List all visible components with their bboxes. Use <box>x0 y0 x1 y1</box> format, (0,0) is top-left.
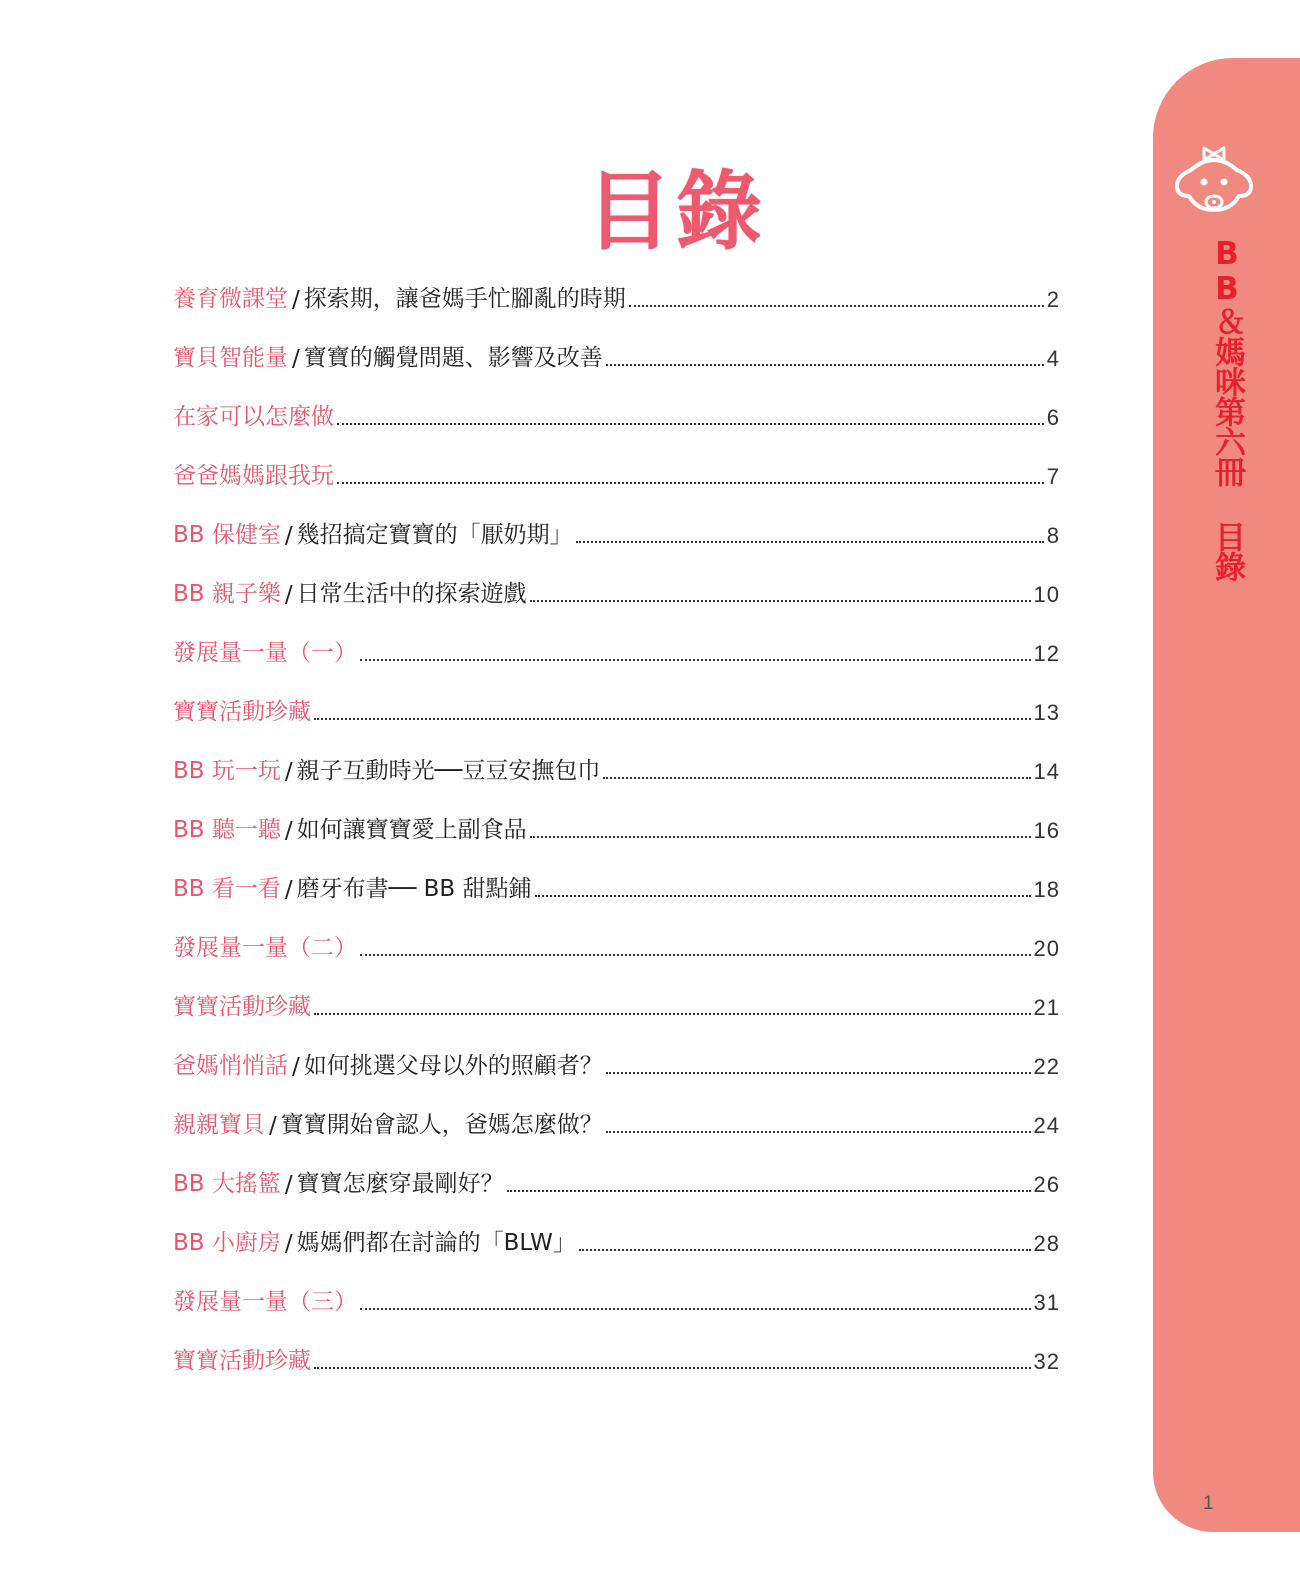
toc-entry[interactable] <box>173 608 1060 667</box>
toc-entry[interactable] <box>173 1316 1060 1375</box>
toc-entry[interactable] <box>173 254 1060 313</box>
toc-category: 發展量一量（三） <box>173 1289 357 1315</box>
side-tab <box>1153 58 1300 1532</box>
toc-leader-dots <box>314 1013 1031 1015</box>
toc-entry[interactable] <box>173 962 1060 1021</box>
toc-title: 寶寶開始會認人，爸媽怎麼做？ <box>280 1112 603 1138</box>
toc-category: 親親寶貝 <box>173 1112 265 1138</box>
toc-entry[interactable] <box>173 1080 1060 1139</box>
toc-leader-dots <box>579 1249 1031 1251</box>
toc-category: 在家可以怎麼做 <box>173 404 334 430</box>
toc-leader-dots <box>535 895 1031 897</box>
toc-leader-dots <box>606 364 1044 366</box>
toc-page-number: 22 <box>1033 1054 1060 1079</box>
toc-page-number: 18 <box>1033 877 1060 902</box>
toc-title: 寶寶的觸覺問題、影響及改善 <box>303 345 603 371</box>
table-of-contents <box>173 254 1060 1375</box>
toc-page-number: 10 <box>1033 582 1060 607</box>
toc-leader-dots <box>530 836 1031 838</box>
toc-category: BB 看一看 <box>173 876 281 902</box>
toc-leader-dots <box>360 659 1031 661</box>
toc-separator: / <box>284 759 293 785</box>
toc-separator: / <box>284 523 293 549</box>
toc-title: 親子互動時光──豆豆安撫包巾 <box>296 758 601 784</box>
toc-title: 如何讓寶寶愛上副食品 <box>296 817 527 843</box>
toc-page-number: 21 <box>1033 995 1060 1020</box>
toc-title: 幾招搞定寶寶的「厭奶期」 <box>296 522 573 548</box>
toc-category: 寶寶活動珍藏 <box>173 994 311 1020</box>
toc-separator: / <box>284 582 293 608</box>
page-number: 1 <box>1203 1493 1214 1514</box>
toc-page-number: 28 <box>1033 1231 1060 1256</box>
toc-leader-dots <box>337 423 1044 425</box>
toc-entry[interactable] <box>173 726 1060 785</box>
toc-leader-dots <box>629 305 1044 307</box>
toc-leader-dots <box>603 777 1030 779</box>
toc-entry[interactable] <box>173 549 1060 608</box>
page-title: 目錄 <box>586 162 766 262</box>
toc-entry[interactable] <box>173 1139 1060 1198</box>
toc-category: BB 小廚房 <box>173 1230 281 1256</box>
toc-entry[interactable] <box>173 313 1060 372</box>
toc-leader-dots <box>360 1308 1031 1310</box>
toc-leader-dots <box>530 600 1031 602</box>
toc-page-number: 26 <box>1033 1172 1060 1197</box>
toc-category: 發展量一量（一） <box>173 640 357 666</box>
toc-category: BB 保健室 <box>173 522 281 548</box>
toc-page-number: 4 <box>1046 346 1060 371</box>
toc-category: 養育微課堂 <box>173 286 288 312</box>
toc-page-number: 8 <box>1046 523 1060 548</box>
toc-entry[interactable] <box>173 372 1060 431</box>
toc-title: 如何挑選父母以外的照顧者？ <box>303 1053 603 1079</box>
toc-category: 寶寶活動珍藏 <box>173 1348 311 1374</box>
toc-title: 探索期，讓爸媽手忙腳亂的時期 <box>303 286 626 312</box>
toc-leader-dots <box>360 954 1031 956</box>
toc-leader-dots <box>576 541 1044 543</box>
toc-title: 日常生活中的探索遊戲 <box>296 581 527 607</box>
toc-category: 寶貝智能量 <box>173 345 288 371</box>
toc-entry[interactable] <box>173 1257 1060 1316</box>
toc-page-number: 24 <box>1033 1113 1060 1138</box>
toc-category: BB 聽一聽 <box>173 817 281 843</box>
toc-page-number: 32 <box>1033 1349 1060 1374</box>
toc-category: BB 玩一玩 <box>173 758 281 784</box>
toc-separator: / <box>269 1113 277 1139</box>
toc-entry[interactable] <box>173 490 1060 549</box>
toc-title: 媽媽們都在討論的「BLW」 <box>296 1230 576 1256</box>
toc-entry[interactable] <box>173 1021 1060 1080</box>
toc-entry[interactable] <box>173 903 1060 962</box>
toc-category: BB 大搖籃 <box>173 1171 281 1197</box>
toc-page-number: 13 <box>1033 700 1060 725</box>
toc-page-number: 6 <box>1046 405 1060 430</box>
side-tab-title: BB＆媽咪第六冊 目錄 <box>1209 236 1245 581</box>
toc-separator: / <box>292 346 300 372</box>
toc-leader-dots <box>606 1072 1031 1074</box>
toc-leader-dots <box>314 718 1031 720</box>
toc-category: 爸媽悄悄話 <box>173 1053 288 1079</box>
toc-page-number: 14 <box>1033 759 1060 784</box>
toc-entry[interactable] <box>173 844 1060 903</box>
toc-separator: / <box>284 1231 293 1257</box>
toc-page-number: 31 <box>1033 1290 1060 1315</box>
toc-category: BB 親子樂 <box>173 581 281 607</box>
toc-entry[interactable] <box>173 431 1060 490</box>
toc-page-number: 7 <box>1046 464 1060 489</box>
toc-page-number: 2 <box>1046 287 1060 312</box>
toc-category: 爸爸媽媽跟我玩 <box>173 463 334 489</box>
toc-entry[interactable] <box>173 785 1060 844</box>
toc-title: 磨牙布書── BB 甜點鋪 <box>296 876 532 902</box>
toc-separator: / <box>292 1054 300 1080</box>
toc-separator: / <box>292 287 300 313</box>
toc-title: 寶寶怎麼穿最剛好？ <box>296 1171 504 1197</box>
toc-category: 寶寶活動珍藏 <box>173 699 311 725</box>
toc-leader-dots <box>314 1367 1031 1369</box>
toc-separator: / <box>284 877 293 903</box>
toc-leader-dots <box>337 482 1044 484</box>
toc-page-number: 20 <box>1033 936 1060 961</box>
toc-separator: / <box>284 1172 293 1198</box>
toc-separator: / <box>284 818 293 844</box>
baby-face-icon <box>1171 140 1257 218</box>
toc-entry[interactable] <box>173 667 1060 726</box>
toc-page-number: 12 <box>1033 641 1060 666</box>
toc-leader-dots <box>606 1131 1031 1133</box>
toc-category: 發展量一量（二） <box>173 935 357 961</box>
toc-leader-dots <box>507 1190 1031 1192</box>
toc-entry[interactable] <box>173 1198 1060 1257</box>
toc-page-number: 16 <box>1033 818 1060 843</box>
